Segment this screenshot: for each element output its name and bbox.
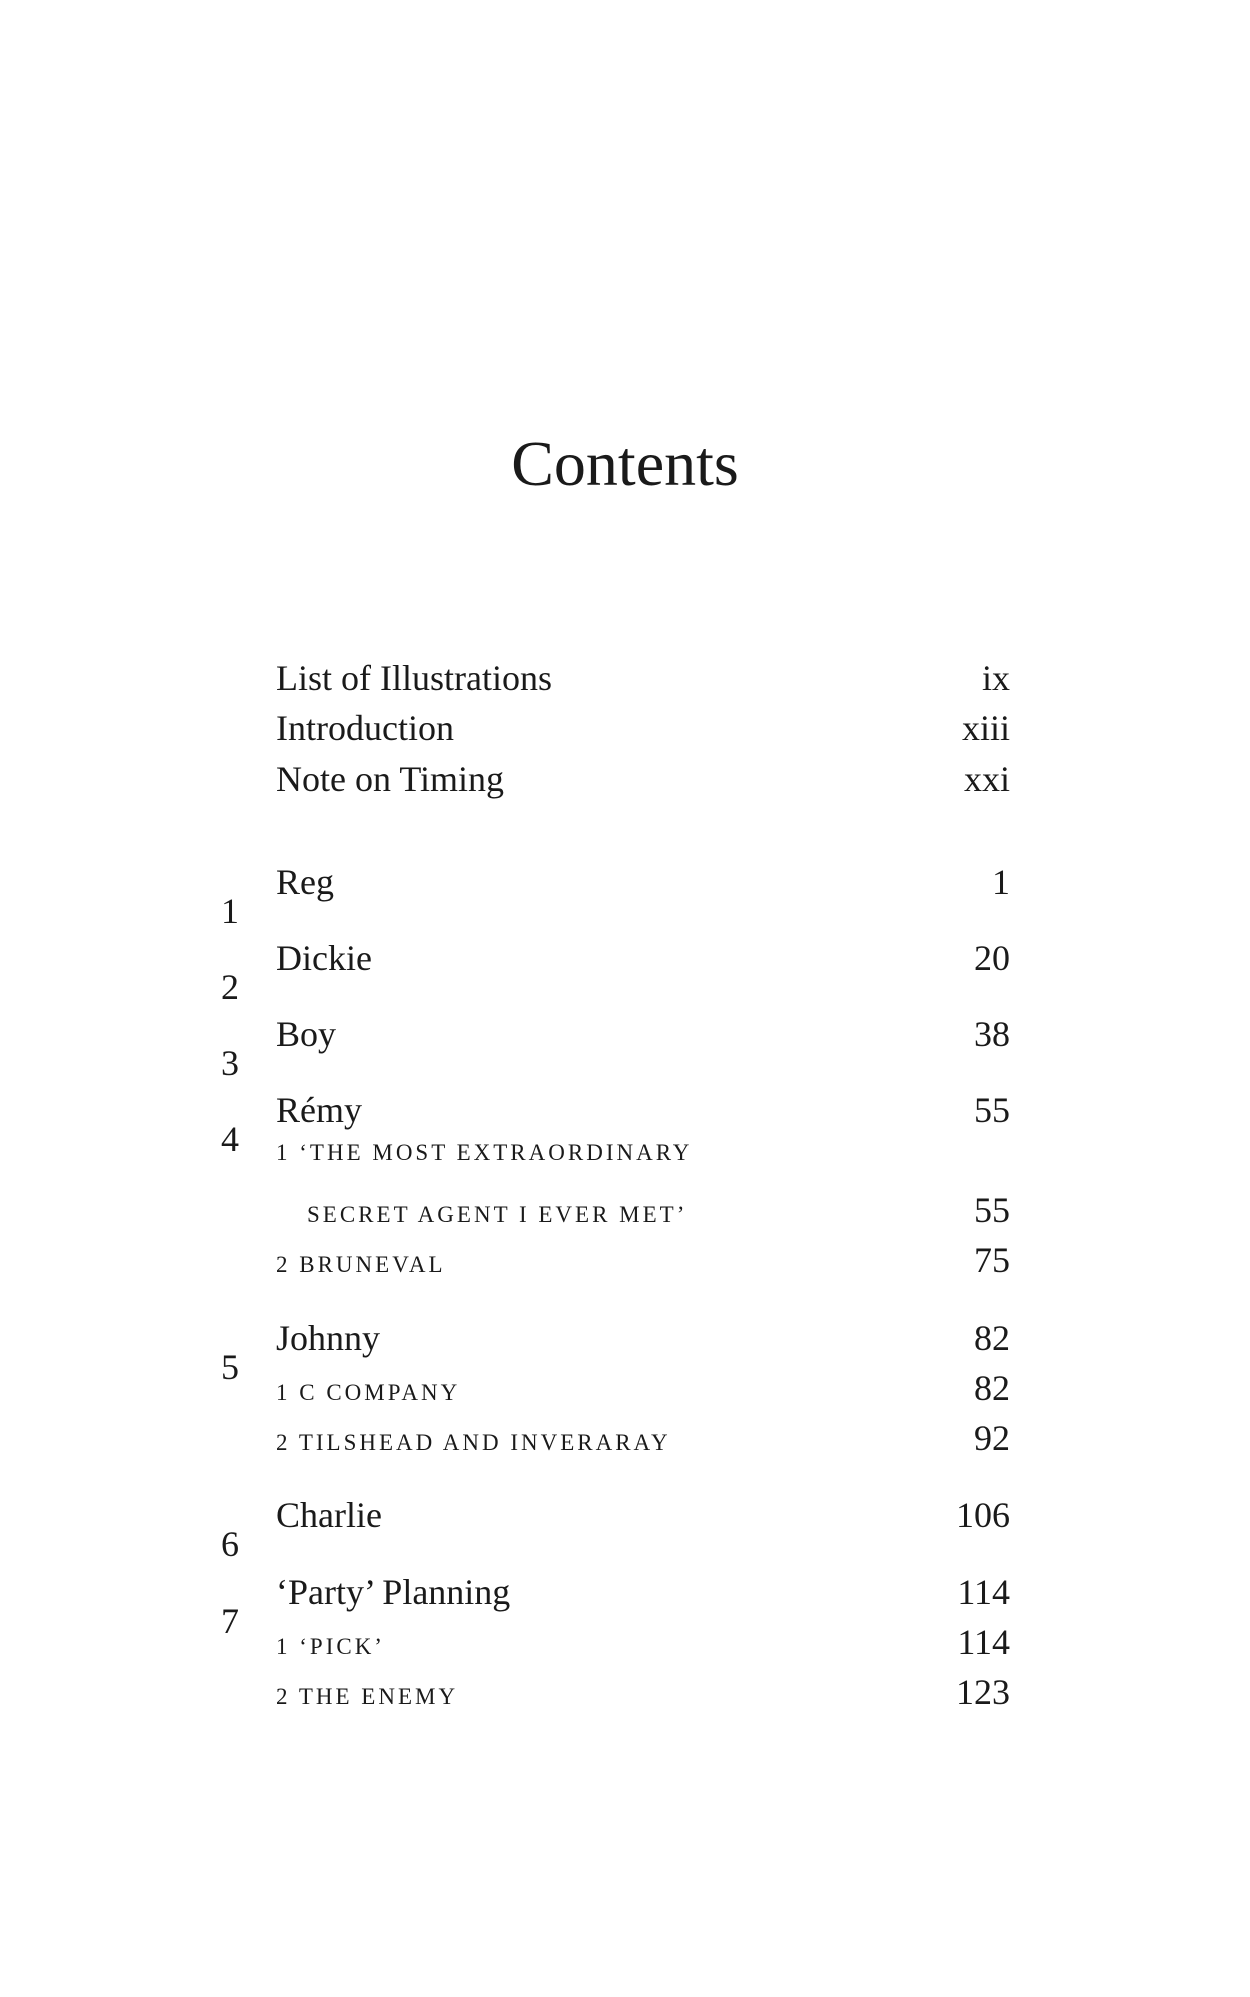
entry-page: xxi: [963, 759, 1010, 799]
entry-page: 82: [974, 1318, 1010, 1358]
chapter-number: 5: [221, 1347, 239, 1387]
toc-section-5-1: [0, 1370, 1250, 1406]
entry-page: 92: [974, 1418, 1010, 1458]
section-title: 2 BRUNEVAL: [276, 1252, 446, 1277]
toc-section-4-1-cont: [0, 1192, 1250, 1228]
chapter-title: Dickie: [276, 938, 372, 978]
chapter-title: Rémy: [276, 1090, 362, 1130]
chapter-number: 2: [221, 967, 239, 1007]
chapter-title: Reg: [276, 862, 334, 902]
entry-label: Note on Timing: [276, 759, 505, 799]
toc-entry-list-of-illustrations: [0, 660, 1250, 696]
entry-page: 114: [957, 1572, 1010, 1612]
chapter-number: 7: [221, 1601, 239, 1641]
entry-page: ix: [981, 658, 1010, 698]
toc-section-7-2: [0, 1674, 1250, 1710]
entry-page: 1: [992, 862, 1010, 902]
entry-page: 114: [957, 1622, 1010, 1662]
toc-entry-note-on-timing: [0, 761, 1250, 797]
entry-page: 20: [974, 938, 1010, 978]
entry-page: 106: [956, 1495, 1010, 1535]
toc-chapter-2: [0, 938, 1250, 1007]
toc-section-4-2: [0, 1242, 1250, 1278]
entry-page: 82: [974, 1368, 1010, 1408]
section-title: 2 THE ENEMY: [276, 1684, 459, 1709]
entry-page: 55: [974, 1090, 1010, 1130]
entry-page: 55: [974, 1190, 1010, 1230]
entry-page: 123: [956, 1672, 1010, 1712]
page-title: Contents: [511, 428, 739, 499]
chapter-title: Boy: [276, 1014, 337, 1054]
section-title-continued: SECRET AGENT I EVER MET’: [307, 1202, 688, 1227]
section-title: 2 TILSHEAD AND INVERARAY: [276, 1430, 671, 1455]
entry-page: 38: [974, 1014, 1010, 1054]
section-title: 1 C COMPANY: [276, 1380, 461, 1405]
entry-label: Introduction: [276, 708, 454, 748]
section-title: 1 ‘THE MOST EXTRAORDINARY: [276, 1140, 693, 1165]
toc-chapter-5: [0, 1318, 1250, 1387]
toc-entry-introduction: [0, 710, 1250, 746]
chapter-number: 4: [221, 1119, 239, 1159]
chapter-number: 3: [221, 1043, 239, 1083]
section-title: 1 ‘PICK’: [276, 1634, 385, 1659]
toc-section-4-1: [0, 1141, 1250, 1164]
entry-label: List of Illustrations: [276, 658, 552, 698]
entry-page: 75: [974, 1240, 1010, 1280]
chapter-title: ‘Party’ Planning: [276, 1572, 511, 1612]
toc-chapter-3: [0, 1014, 1250, 1083]
toc-chapter-6: [0, 1495, 1250, 1564]
chapter-number: 6: [221, 1524, 239, 1564]
chapter-title: Johnny: [276, 1318, 381, 1358]
chapter-number: 1: [221, 891, 239, 931]
toc-chapter-1: [0, 862, 1250, 931]
toc-section-5-2: [0, 1420, 1250, 1456]
chapter-title: Charlie: [276, 1495, 382, 1535]
entry-page: xiii: [961, 708, 1010, 748]
toc-section-7-1: [0, 1624, 1250, 1660]
toc-chapter-7: [0, 1572, 1250, 1641]
